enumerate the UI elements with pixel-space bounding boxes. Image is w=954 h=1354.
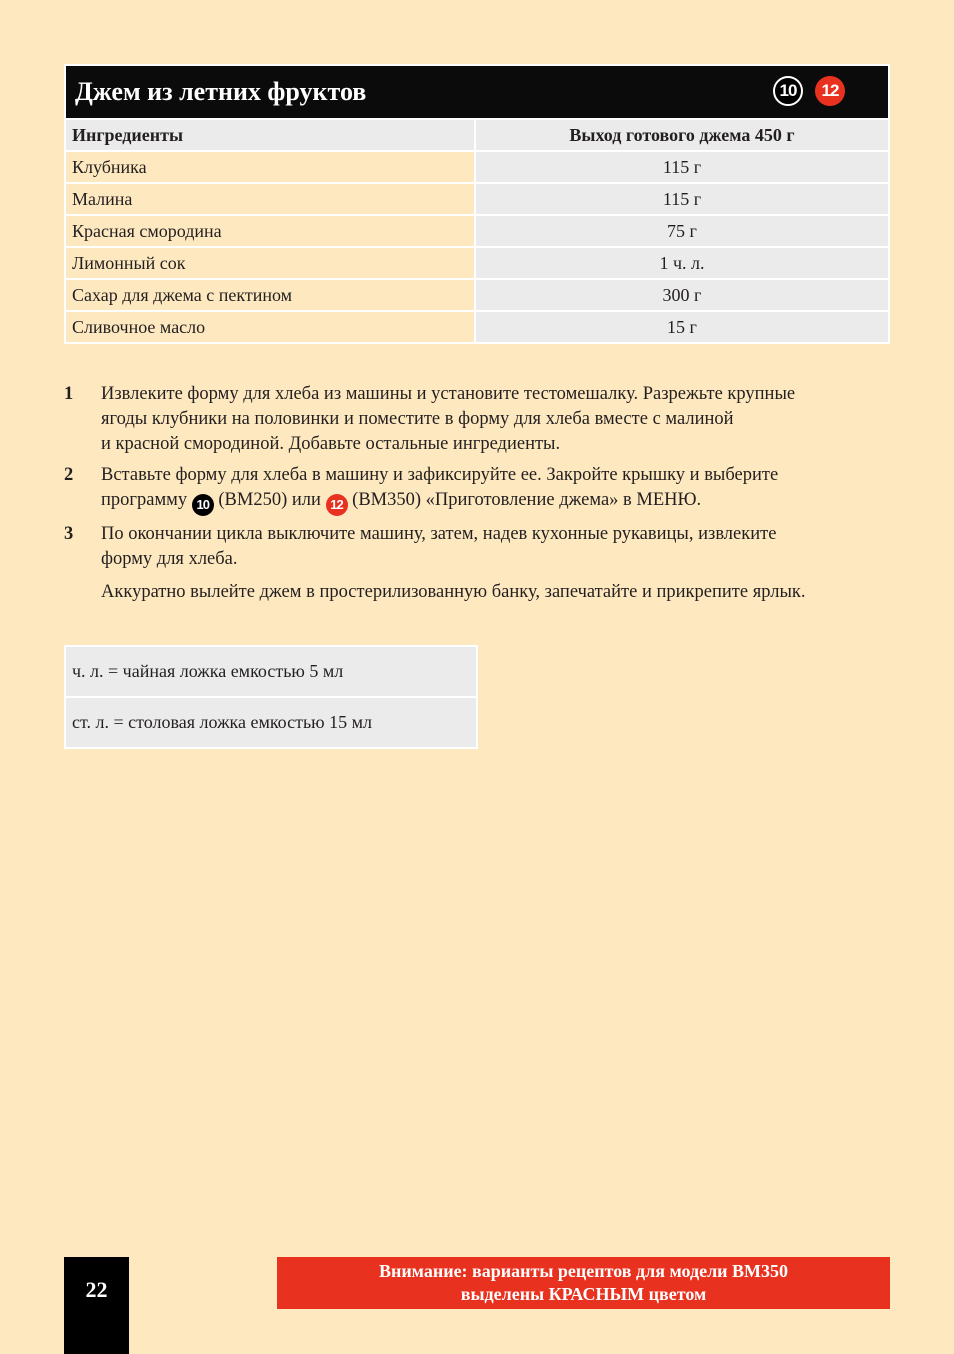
recipe-title: Джем из летних фруктов	[75, 77, 367, 106]
table-row	[66, 248, 888, 278]
ingredient-name: Сливочное масло	[66, 312, 474, 342]
model-notice-banner	[277, 1257, 890, 1309]
abbreviation-teaspoon: ч. л. = чайная ложка емкостью 5 мл	[66, 647, 476, 696]
table-row	[66, 152, 888, 182]
ingredient-qty: 300 г	[476, 280, 888, 310]
table-row	[66, 280, 888, 310]
program-10-icon: 10	[192, 494, 214, 516]
header-ingredients: Ингредиенты	[66, 120, 474, 150]
program-badge-bm250: 10	[773, 76, 803, 106]
step-3	[64, 522, 894, 605]
page-number: 22	[64, 1257, 129, 1354]
step-1	[64, 382, 894, 457]
ingredient-qty: 115 г	[476, 152, 888, 182]
header-yield: Выход готового джема 450 г	[476, 120, 888, 150]
step-extra-note: Аккуратно вылейте джем в простерилизованную банку, запечатайте и прикрепите ярлык.	[101, 581, 806, 602]
step-text-part: программу	[101, 490, 188, 510]
step-line: ягоды клубники на половинки и поместите в форму для хлеба вместе с малиной	[101, 409, 734, 429]
step-text-part: (BM250) или	[218, 490, 321, 510]
program-badge-bm350: 12	[815, 76, 845, 106]
step-number: 1	[64, 384, 74, 404]
ingredient-rows	[66, 120, 888, 342]
ingredient-name: Клубника	[66, 152, 474, 182]
ingredient-name: Красная смородина	[66, 216, 474, 246]
ingredient-name: Малина	[66, 184, 474, 214]
notice-line-1: Внимание: варианты рецептов для модели BM350	[378, 1261, 789, 1281]
notice-line-2: выделены КРАСНЫМ цветом	[460, 1284, 707, 1304]
step-2	[64, 463, 894, 516]
step-line	[101, 488, 894, 516]
step-number: 3	[64, 523, 74, 544]
step-line: Вставьте форму для хлеба в машину и зафиксируйте ее. Закройте крышку и выберите	[101, 465, 779, 485]
step-line: и красной смородиной. Добавьте остальные ингредиенты.	[101, 434, 561, 454]
abbreviation-tablespoon: ст. л. = столовая ложка емкостью 15 мл	[66, 698, 476, 747]
instruction-steps	[64, 382, 894, 611]
ingredient-name: Сахар для джема с пектином	[66, 280, 474, 310]
ingredient-name: Лимонный сок	[66, 248, 474, 278]
table-row	[66, 216, 888, 246]
table-row	[66, 184, 888, 214]
step-text	[101, 463, 894, 516]
step-line: форму для хлеба.	[101, 548, 238, 569]
step-text	[101, 382, 894, 457]
ingredient-qty: 75 г	[476, 216, 888, 246]
ingredient-qty: 1 ч. л.	[476, 248, 888, 278]
table-header-row	[66, 120, 888, 150]
step-text	[101, 522, 894, 605]
step-text-part: (BM350) «Приготовление джема» в МЕНЮ.	[352, 490, 702, 510]
abbreviations-box	[64, 645, 478, 749]
step-number: 2	[64, 465, 74, 485]
ingredient-qty: 115 г	[476, 184, 888, 214]
ingredient-qty: 15 г	[476, 312, 888, 342]
program-12-icon: 12	[326, 494, 348, 516]
recipe-title-bar	[66, 66, 888, 120]
table-row	[66, 312, 888, 342]
step-line: По окончании цикла выключите машину, затем, надев кухонные рукавицы, извлеките	[101, 523, 777, 544]
step-line: Извлеките форму для хлеба из машины и установите тестомешалку. Разрежьте крупные	[101, 384, 796, 404]
recipe-table	[64, 64, 890, 344]
